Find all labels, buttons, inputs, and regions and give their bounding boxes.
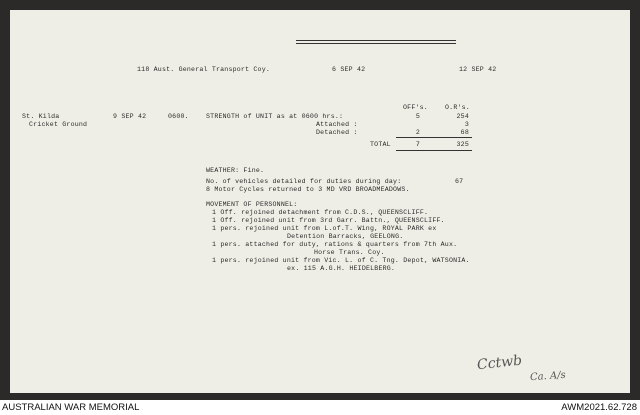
total-rule-top: [396, 137, 472, 138]
motor-cycles-line: 8 Motor Cycles returned to 3 MD VRD BROADMEADOWS.: [206, 186, 410, 193]
entry-time: 0600.: [168, 113, 189, 120]
footer-accession-number: AWM2021.62.728: [561, 402, 637, 413]
movement-item: 1 Off. rejoined unit from 3rd Garr. Battn., QUEENSCLIFF.: [212, 217, 445, 224]
place-line-1: St. Kilda: [22, 113, 60, 120]
total-officers: 7: [415, 141, 420, 148]
total-rule-bottom: [396, 150, 472, 151]
vehicles-count: 67: [455, 178, 464, 185]
attached-other-ranks: 3: [464, 121, 469, 128]
header-rule-bottom: [296, 43, 456, 44]
unit-name: 118 Aust. General Transport Coy.: [137, 66, 271, 73]
movement-item-continued: Detention Barracks, GEELONG.: [287, 233, 404, 240]
column-header-other-ranks: O.R's.: [445, 104, 470, 111]
signature-line-1: Cctwb: [476, 352, 523, 374]
movement-item: 1 Off. rejoined detachment from C.D.S., QUEENSCLIFF.: [212, 209, 429, 216]
strength-label: STRENGTH of UNIT as at 0600 hrs.:: [206, 113, 344, 120]
detached-label: Detached :: [316, 129, 358, 136]
footer-institution: AUSTRALIAN WAR MEMORIAL: [2, 402, 140, 413]
total-label: TOTAL: [370, 141, 391, 148]
movement-item-continued: Horse Trans. Coy.: [314, 249, 385, 256]
detached-other-ranks: 68: [460, 129, 469, 136]
signature-line-2: Ca. A/s: [529, 369, 567, 384]
movement-item: 1 pers. rejoined unit from L.of.T. Wing, ROYAL PARK ex: [212, 225, 437, 232]
total-other-ranks: 325: [456, 141, 469, 148]
detached-officers: 2: [415, 129, 420, 136]
strength-officers: 5: [415, 113, 420, 120]
date-from: 6 SEP 42: [332, 66, 366, 73]
entry-date: 9 SEP 42: [113, 113, 147, 120]
date-to: 12 SEP 42: [459, 66, 497, 73]
place-line-2: Cricket Ground: [29, 121, 88, 128]
movement-heading: MOVEMENT OF PERSONNEL:: [206, 201, 298, 208]
attached-label: Attached :: [316, 121, 358, 128]
movement-item: 1 pers. attached for duty, rations & quarters from 7th Aux.: [212, 241, 458, 248]
document-page: [10, 10, 630, 393]
header-rule-top: [296, 40, 456, 41]
strength-other-ranks: 254: [456, 113, 469, 120]
column-header-officers: OFF's.: [403, 104, 428, 111]
weather-line: WEATHER: Fine.: [206, 167, 265, 174]
movement-item-continued: ex. 115 A.G.H. HEIDELBERG.: [287, 265, 396, 272]
movement-item: 1 pers. rejoined unit from Vic. L. of C. Tng. Depot, WATSONIA.: [212, 257, 470, 264]
vehicles-label: No. of vehicles detailed for duties during day:: [206, 178, 402, 185]
